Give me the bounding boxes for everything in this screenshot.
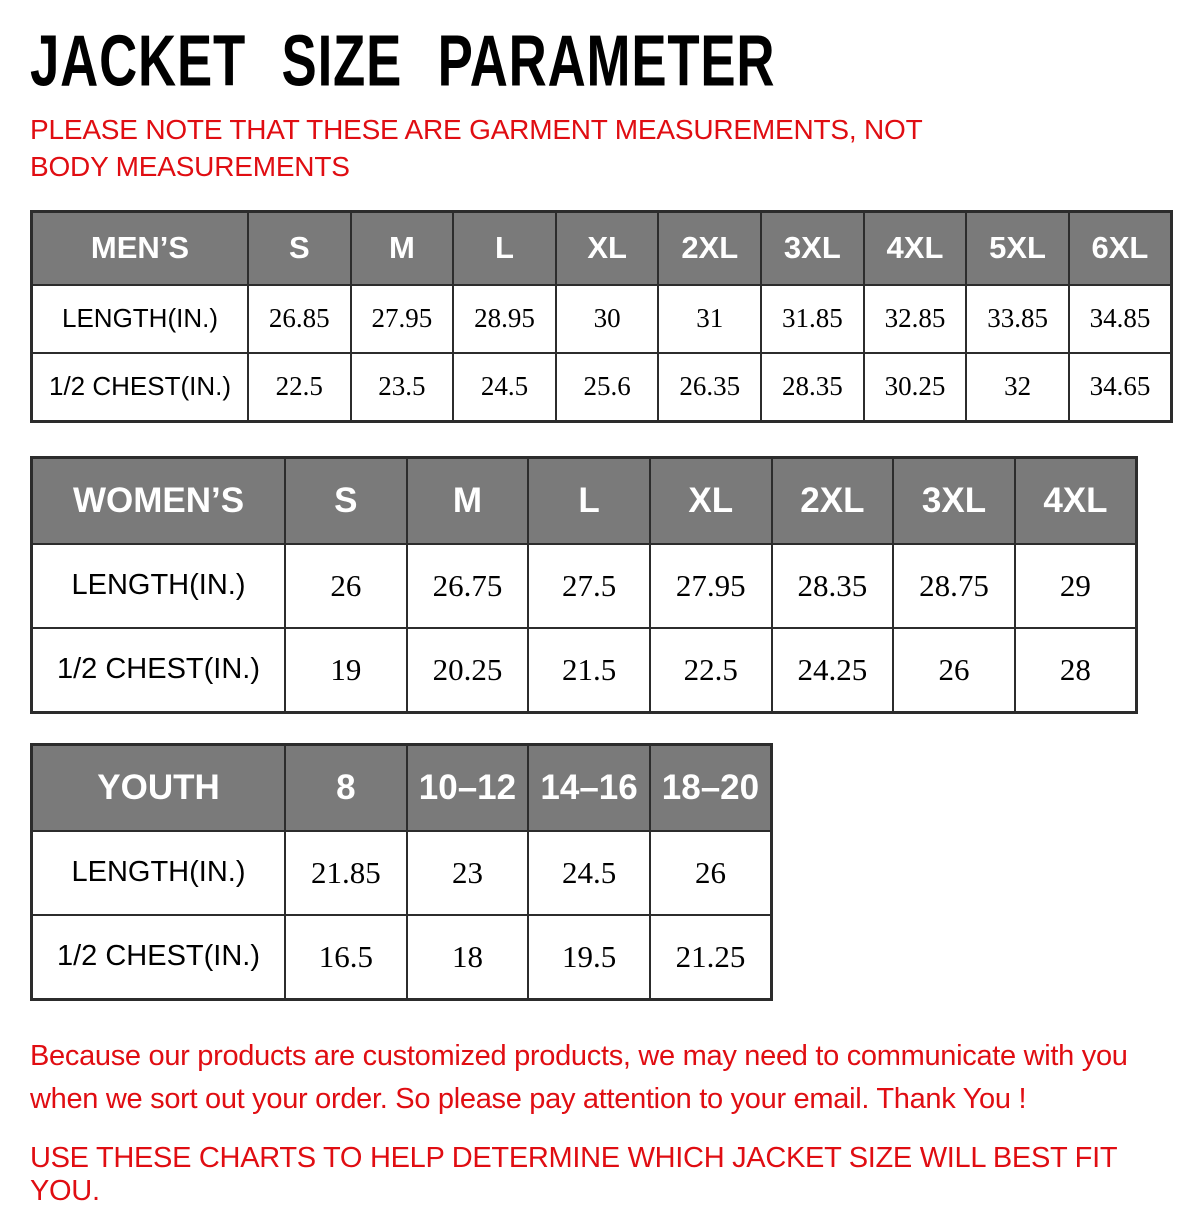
measurement-row (32, 628, 1137, 713)
measurement-row (32, 285, 1172, 353)
value-cell: 27.95 (650, 544, 772, 628)
size-header-cell: 5XL (966, 211, 1069, 285)
value-cell: 28.95 (453, 285, 556, 353)
value-cell: 19.5 (528, 915, 650, 1000)
value-cell: 26 (285, 544, 407, 628)
value-cell: 24.5 (453, 353, 556, 422)
value-cell: 26.35 (658, 353, 761, 422)
value-cell: 29 (1015, 544, 1137, 628)
size-header-cell: 4XL (864, 211, 967, 285)
youth-size-table (30, 743, 773, 1001)
value-cell: 26 (650, 831, 772, 915)
measurement-row (32, 544, 1137, 628)
value-cell: 30.25 (864, 353, 967, 422)
size-header-cell: M (407, 457, 529, 544)
size-header-cell: M (351, 211, 454, 285)
size-header-cell: S (248, 211, 351, 285)
row-label-cell: 1/2 CHEST(IN.) (32, 628, 286, 713)
value-cell: 19 (285, 628, 407, 713)
row-label-cell: LENGTH(IN.) (32, 285, 249, 353)
measurement-row (32, 353, 1172, 422)
size-header-row (32, 457, 1137, 544)
value-cell: 21.5 (528, 628, 650, 713)
size-header-row (32, 211, 1172, 285)
page-title: JACKET SIZE PARAMETER (30, 19, 776, 102)
size-header-cell: S (285, 457, 407, 544)
value-cell: 28 (1015, 628, 1137, 713)
value-cell: 30 (556, 285, 659, 353)
size-group-cell: WOMEN’S (32, 457, 286, 544)
value-cell: 26.85 (248, 285, 351, 353)
measurement-row (32, 915, 772, 1000)
size-group-cell: MEN’S (32, 211, 249, 285)
value-cell: 21.85 (285, 831, 407, 915)
value-cell: 22.5 (248, 353, 351, 422)
size-header-cell: L (453, 211, 556, 285)
size-header-cell: 3XL (761, 211, 864, 285)
value-cell: 16.5 (285, 915, 407, 1000)
value-cell: 22.5 (650, 628, 772, 713)
value-cell: 26.75 (407, 544, 529, 628)
value-cell: 34.85 (1069, 285, 1172, 353)
womens-size-table-slot (30, 456, 1200, 714)
size-header-cell: 2XL (658, 211, 761, 285)
measurement-row (32, 831, 772, 915)
youth-size-table-slot (30, 743, 1200, 1001)
size-header-cell: 6XL (1069, 211, 1172, 285)
row-label-cell: LENGTH(IN.) (32, 544, 286, 628)
value-cell: 28.75 (893, 544, 1015, 628)
value-cell: 28.35 (772, 544, 894, 628)
value-cell: 27.95 (351, 285, 454, 353)
footer-communication-note: Because our products are customized products, we may need to communicate with you when we sort out your order. So please pay attention to your email. Thank You ! (30, 1039, 1128, 1116)
size-header-cell: XL (556, 211, 659, 285)
value-cell: 21.25 (650, 915, 772, 1000)
row-label-cell: 1/2 CHEST(IN.) (32, 353, 249, 422)
value-cell: 24.25 (772, 628, 894, 713)
value-cell: 27.5 (528, 544, 650, 628)
size-header-cell: 8 (285, 744, 407, 831)
size-header-cell: L (528, 457, 650, 544)
value-cell: 31.85 (761, 285, 864, 353)
value-cell: 33.85 (966, 285, 1069, 353)
size-header-cell: 3XL (893, 457, 1015, 544)
value-cell: 34.65 (1069, 353, 1172, 422)
footer-usage-note: USE THESE CHARTS TO HELP DETERMINE WHICH JACKET SIZE WILL BEST FIT YOU. (30, 1141, 1117, 1207)
size-header-cell: 2XL (772, 457, 894, 544)
size-header-row (32, 744, 772, 831)
womens-size-table (30, 456, 1138, 714)
value-cell: 23.5 (351, 353, 454, 422)
mens-size-table (30, 210, 1173, 423)
value-cell: 28.35 (761, 353, 864, 422)
mens-size-table-slot (30, 210, 1200, 423)
value-cell: 24.5 (528, 831, 650, 915)
size-header-cell: 14–16 (528, 744, 650, 831)
value-cell: 23 (407, 831, 529, 915)
row-label-cell: 1/2 CHEST(IN.) (32, 915, 286, 1000)
row-label-cell: LENGTH(IN.) (32, 831, 286, 915)
size-header-cell: 18–20 (650, 744, 772, 831)
size-header-cell: XL (650, 457, 772, 544)
value-cell: 31 (658, 285, 761, 353)
size-group-cell: YOUTH (32, 744, 286, 831)
value-cell: 26 (893, 628, 1015, 713)
size-header-cell: 4XL (1015, 457, 1137, 544)
size-header-cell: 10–12 (407, 744, 529, 831)
title-wrap (30, 19, 1200, 102)
value-cell: 20.25 (407, 628, 529, 713)
value-cell: 32.85 (864, 285, 967, 353)
value-cell: 18 (407, 915, 529, 1000)
value-cell: 32 (966, 353, 1069, 422)
value-cell: 25.6 (556, 353, 659, 422)
garment-measurement-note: PLEASE NOTE THAT THESE ARE GARMENT MEASUREMENTS, NOT BODY MEASUREMENTS (30, 114, 923, 182)
